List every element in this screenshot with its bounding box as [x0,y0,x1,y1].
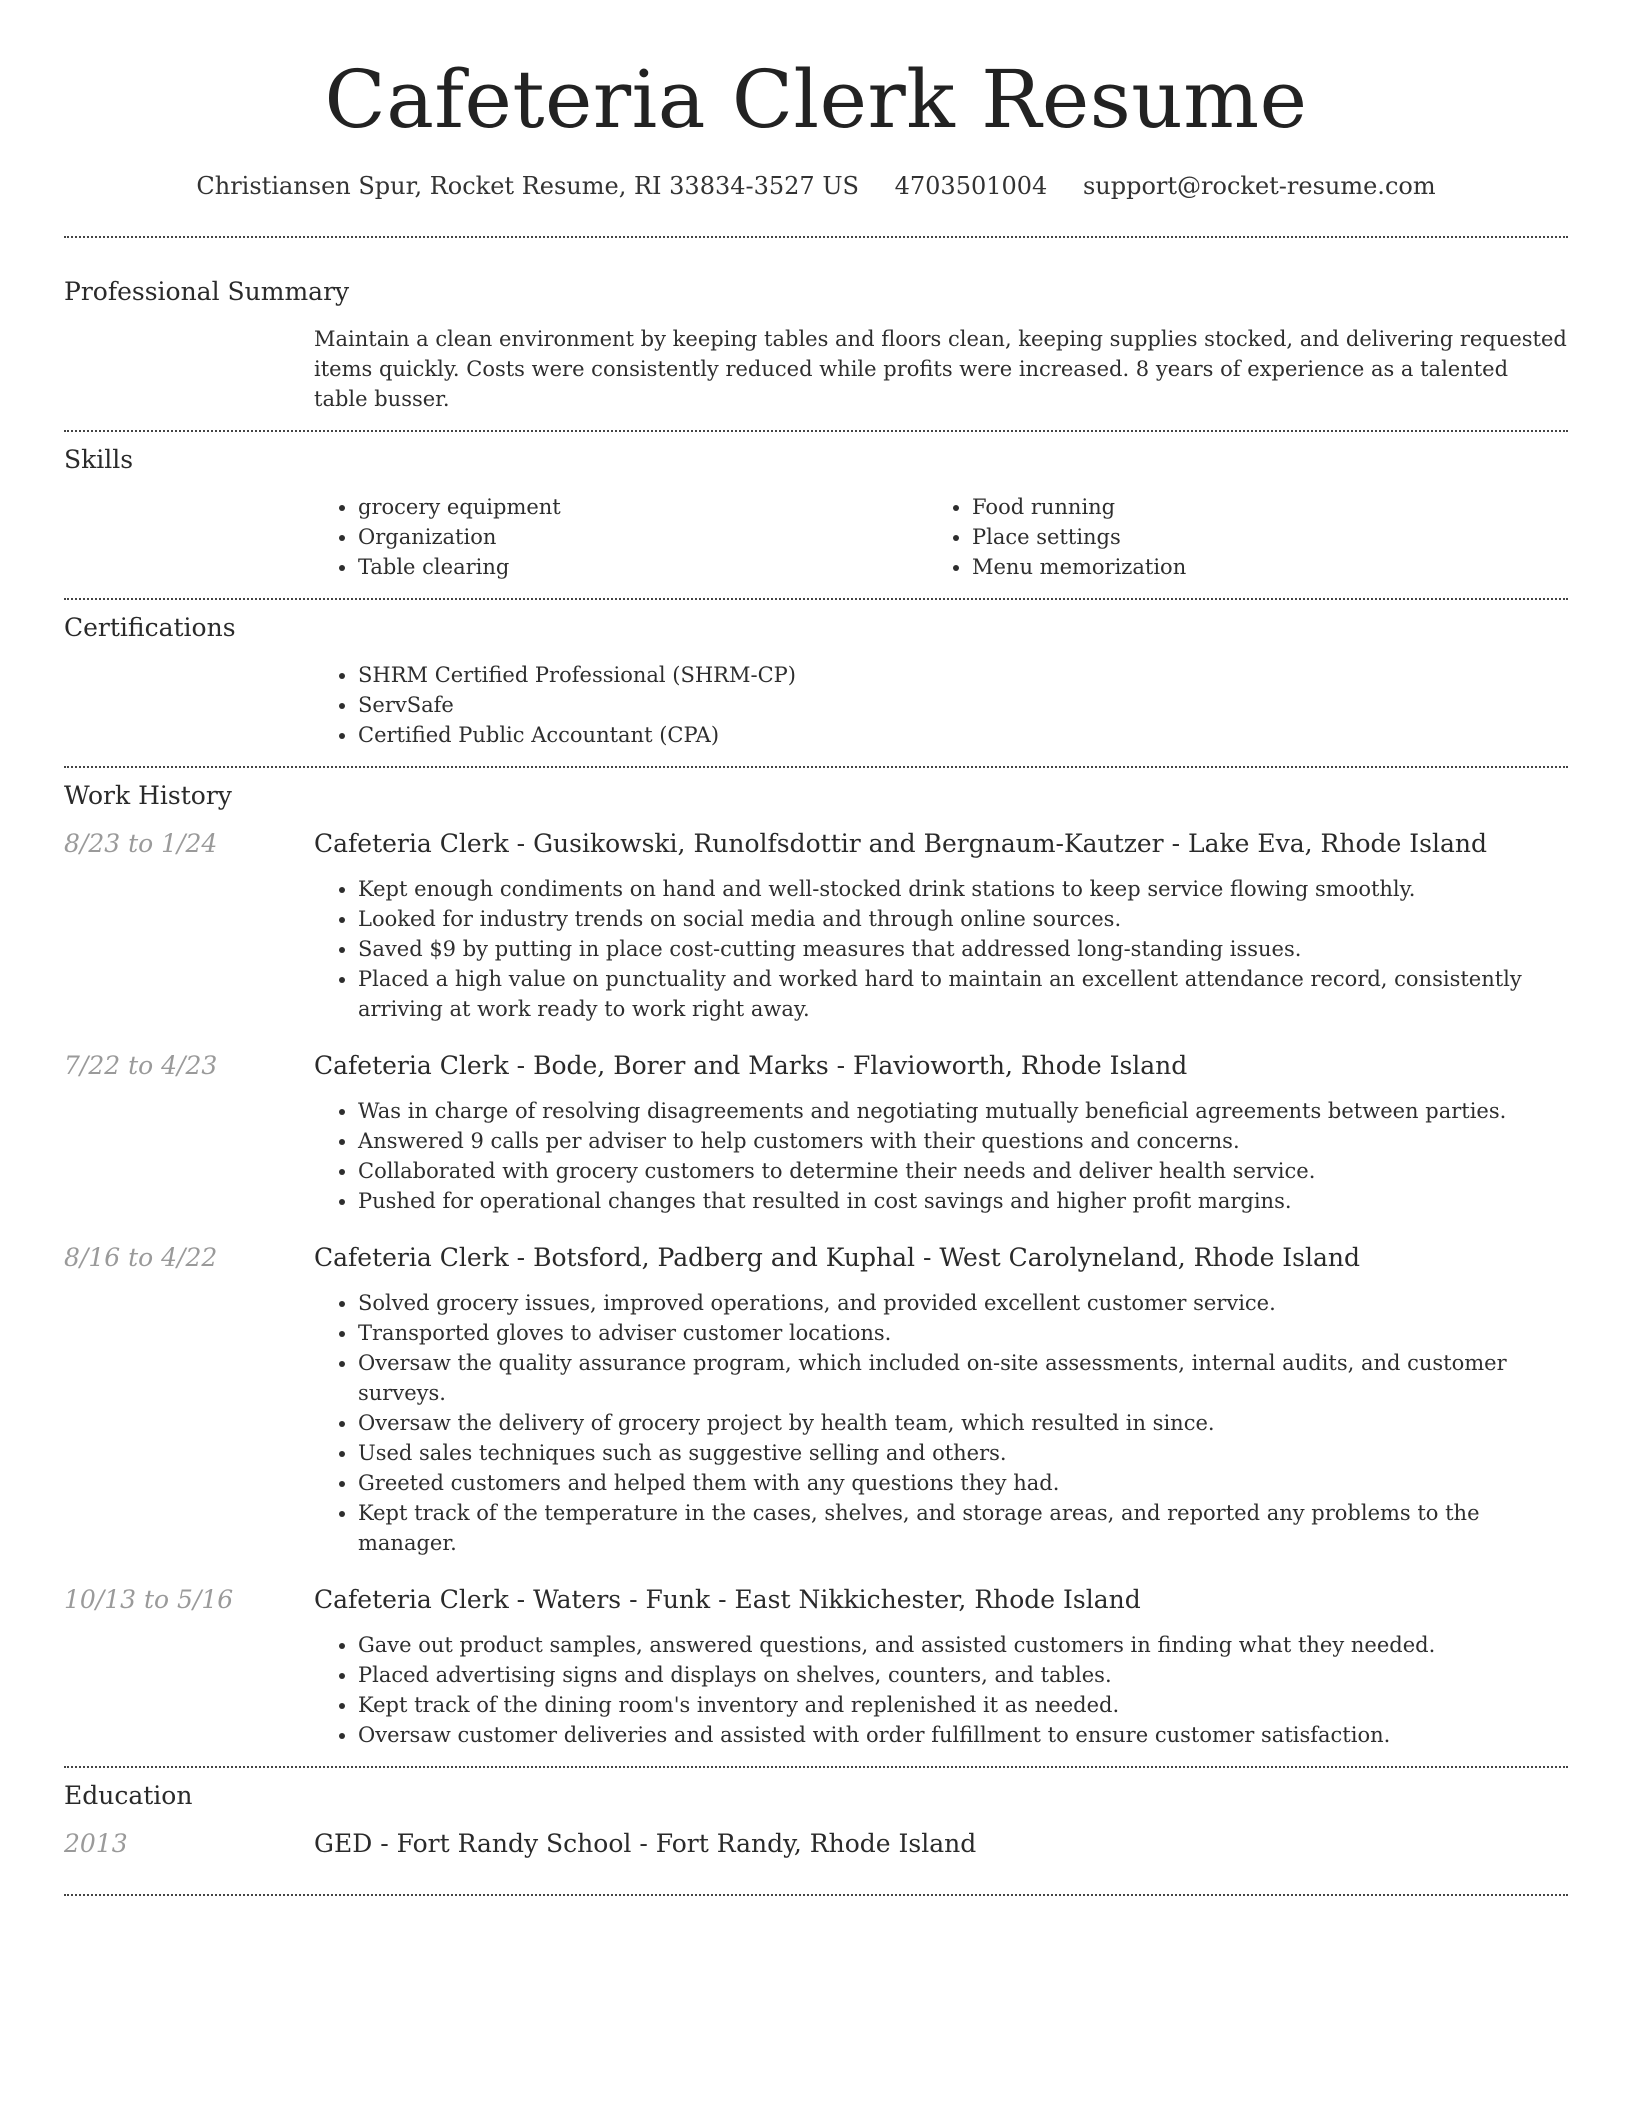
job-entry [64,828,1568,1024]
summary-heading: Professional Summary [64,277,350,306]
resume-title: Cafeteria Clerk Resume [324,53,1308,146]
skills-heading: Skills [64,445,134,474]
job-bullet: • Oversaw customer deliveries and assisted with order fulfillment to ensure customer satisfaction. [358,1720,1568,1750]
job-bullet: • Greeted customers and helped them with any questions they had. [358,1468,1568,1498]
skill-item: • Food running [972,492,1568,522]
contact-email: support@rocket-resume.com [1082,172,1436,200]
job-bullet: • Oversaw the quality assurance program, which included on-site assessments, internal audits, and customer surveys. [358,1348,1568,1408]
job-entry [64,1242,1568,1558]
certification-item: • Certified Public Accountant (CPA) [358,720,1568,750]
job-dates: 8/23 to 1/24 [64,829,218,858]
job-title: Cafeteria Clerk - Botsford, Padberg and Kuphal - West Carolyneland, Rhode Island [314,1243,1361,1272]
summary-section [64,238,1568,430]
job-entry [64,1584,1568,1750]
job-entry [64,1050,1568,1216]
job-title: Cafeteria Clerk - Waters - Funk - East Nikkichester, Rhode Island [314,1585,1141,1614]
job-bullet: • Was in charge of resolving disagreements and negotiating mutually beneficial agreements between parties. [358,1096,1568,1126]
skill-item: • grocery equipment [358,492,928,522]
job-bullet: • Collaborated with grocery customers to determine their needs and deliver health service. [358,1156,1568,1186]
work-history-section [64,768,1568,1766]
job-bullet: • Looked for industry trends on social media and through online sources. [358,904,1568,934]
contact-line [64,170,1568,202]
job-bullets [314,1630,1568,1750]
skills-list-right [928,492,1568,582]
education-heading: Education [64,1781,193,1810]
job-bullet: • Solved grocery issues, improved operations, and provided excellent customer service. [358,1288,1568,1318]
job-bullet: • Saved $9 by putting in place cost-cutting measures that addressed long-standing issues. [358,934,1568,964]
job-dates: 8/16 to 4/22 [64,1243,218,1272]
skills-list-left [314,492,928,582]
skill-item: • Menu memorization [972,552,1568,582]
education-section [64,1768,1568,1894]
job-bullet: • Pushed for operational changes that resulted in cost savings and higher profit margins. [358,1186,1568,1216]
job-bullet: • Oversaw the delivery of grocery project by health team, which resulted in since. [358,1408,1568,1438]
job-dates: 7/22 to 4/23 [64,1051,218,1080]
certifications-list [314,660,1568,750]
education-detail: GED - Fort Randy School - Fort Randy, Rhode Island [314,1829,977,1858]
certification-item: • SHRM Certified Professional (SHRM-CP) [358,660,1568,690]
job-bullet: • Answered 9 calls per adviser to help customers with their questions and concerns. [358,1126,1568,1156]
job-bullets [314,874,1568,1024]
job-title: Cafeteria Clerk - Gusikowski, Runolfsdottir and Bergnaum-Kautzer - Lake Eva, Rhode Island [314,829,1487,858]
contact-phone: 4703501004 [894,172,1048,200]
job-bullets [314,1288,1568,1558]
job-bullet: • Gave out product samples, answered questions, and assisted customers in finding what they needed. [358,1630,1568,1660]
job-bullet: • Kept track of the dining room's inventory and replenished it as needed. [358,1690,1568,1720]
skill-item: • Place settings [972,522,1568,552]
job-bullet: • Placed advertising signs and displays on shelves, counters, and tables. [358,1660,1568,1690]
job-title: Cafeteria Clerk - Bode, Borer and Marks - Flavioworth, Rhode Island [314,1051,1188,1080]
job-bullets [314,1096,1568,1216]
skill-item: • Organization [358,522,928,552]
job-dates: 10/13 to 5/16 [64,1585,234,1614]
job-bullet: • Used sales techniques such as suggestive selling and others. [358,1438,1568,1468]
certifications-heading: Certifications [64,613,236,642]
section-divider [64,1894,1568,1896]
job-bullet: • Kept track of the temperature in the cases, shelves, and storage areas, and reported any problems to the manager. [358,1498,1568,1558]
education-entry [64,1828,1568,1874]
skills-section [64,432,1568,598]
job-bullet: • Transported gloves to adviser customer locations. [358,1318,1568,1348]
skill-item: • Table clearing [358,552,928,582]
job-bullet: • Kept enough condiments on hand and well-stocked drink stations to keep service flowing smoothly. [358,874,1568,904]
summary-text: Maintain a clean environment by keeping tables and floors clean, keeping supplies stocked, and delivering requested items quickly. Costs were consistently reduced while profits were increased. 8 years of experience as a talented table busser. [314,327,1567,411]
certifications-section [64,600,1568,766]
job-bullet: • Placed a high value on punctuality and worked hard to maintain an excellent attendance record, consistently arriving at work ready to work right away. [358,964,1568,1024]
certification-item: • ServSafe [358,690,1568,720]
work-history-heading: Work History [64,781,232,810]
skills-grid [314,492,1568,582]
contact-address: Christiansen Spur, Rocket Resume, RI 33834-3527 US [196,172,859,200]
education-year: 2013 [64,1829,128,1858]
